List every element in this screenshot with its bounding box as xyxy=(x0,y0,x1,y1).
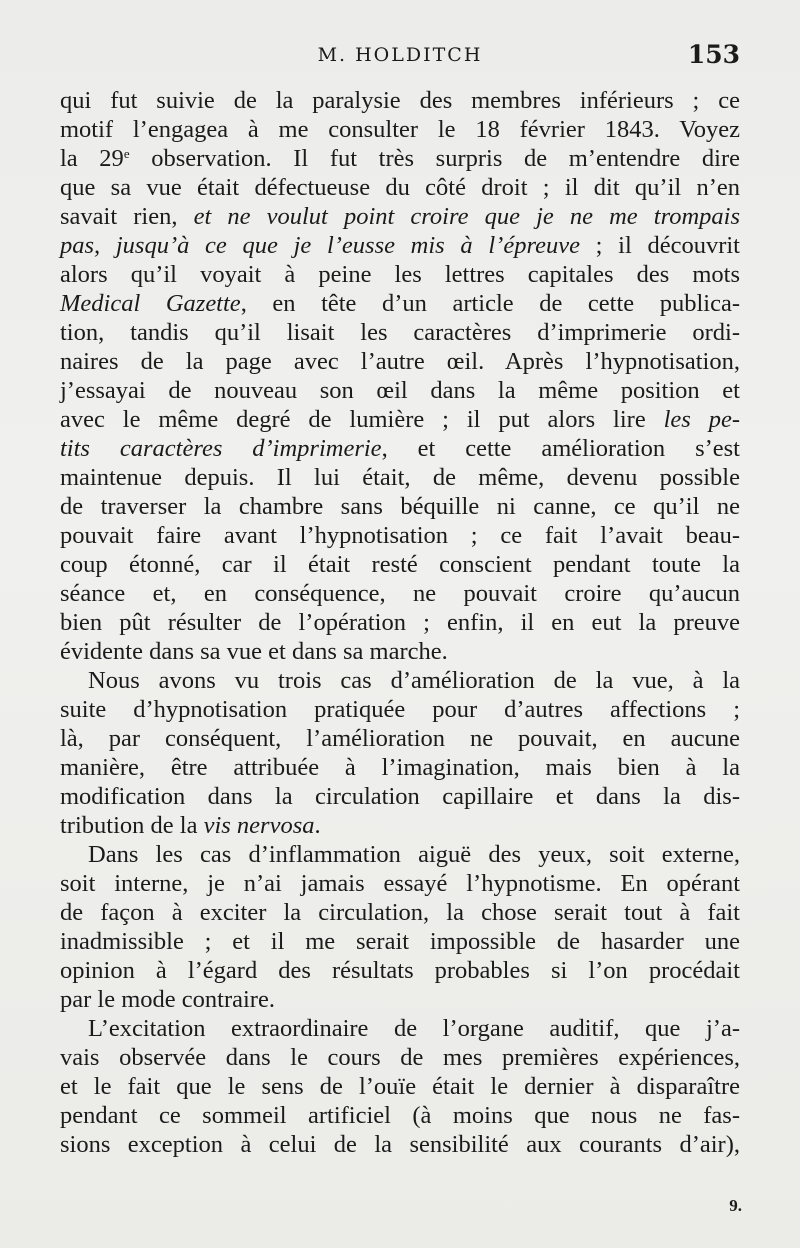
text-line xyxy=(60,115,740,144)
text-run: motif l’engagea à me consulter le 18 février 1843. Voyez xyxy=(60,116,740,143)
text-line xyxy=(60,695,740,724)
text-line xyxy=(60,260,740,289)
text-run: tribution de la xyxy=(60,812,204,839)
text-run: là, par conséquent, l’amélioration ne pouvait, en aucune xyxy=(60,725,740,752)
text-run: que sa vue était défectueuse du côté droit ; il dit qu’il n’en xyxy=(60,174,740,201)
text-line xyxy=(60,318,740,347)
text-run: coup étonné, car il était resté conscient pendant toute la xyxy=(60,551,740,578)
text-run: L’excitation extraordinaire de l’organe auditif, que j’a- xyxy=(88,1015,740,1042)
text-run: sions exception à celui de la sensibilité aux courants d’air), xyxy=(60,1131,740,1158)
text-run: par le mode contraire. xyxy=(60,986,275,1013)
text-line xyxy=(60,550,740,579)
text-run: inadmissible ; et il me serait impossible de hasarder une xyxy=(60,928,740,955)
italic-run: les pe- xyxy=(663,406,741,433)
text-run: soit interne, je n’ai jamais essayé l’hypnotisme. En opérant xyxy=(60,870,740,897)
text-run: manière, être attribuée à l’imagination, mais bien à la xyxy=(60,754,740,781)
text-line xyxy=(60,1130,740,1159)
text-line xyxy=(60,579,740,608)
italic-run: Medical Gazette xyxy=(60,290,241,317)
text-line xyxy=(60,985,740,1014)
text-line xyxy=(60,173,740,202)
body-text xyxy=(60,86,740,1159)
text-line xyxy=(60,1014,740,1043)
text-run: opinion à l’égard des résultats probables si l’on procédait xyxy=(60,957,740,984)
text-run: de traverser la chambre sans béquille ni canne, ce qu’il ne xyxy=(60,493,740,520)
text-run: tion, tandis qu’il lisait les caractères d’imprimerie ordi- xyxy=(60,319,740,346)
text-line xyxy=(60,724,740,753)
running-head xyxy=(60,40,740,76)
text-line xyxy=(60,1072,740,1101)
text-line xyxy=(60,927,740,956)
text-run: alors qu’il voyait à peine les lettres capitales des mots xyxy=(60,261,740,288)
text-run: Dans les cas d’inflammation aiguë des yeux, soit externe, xyxy=(88,841,740,868)
text-line xyxy=(60,811,740,840)
text-run: évidente dans sa vue et dans sa marche. xyxy=(60,638,448,665)
text-line xyxy=(60,782,740,811)
text-line xyxy=(60,869,740,898)
text-run: naires de la page avec l’autre œil. Après l’hypnotisation, xyxy=(60,348,740,375)
text-run: ; il découvrit xyxy=(579,232,740,259)
text-run: bien pût résulter de l’opération ; enfin, il en eut la preuve xyxy=(60,609,740,636)
text-run: la 29 xyxy=(60,145,124,172)
signature-mark: 9. xyxy=(729,1196,742,1215)
text-run: savait rien, xyxy=(60,203,194,230)
italic-run: tits caractères d’imprimerie xyxy=(60,435,382,462)
text-line xyxy=(60,898,740,927)
page-number: 153 xyxy=(687,40,740,69)
text-line xyxy=(60,347,740,376)
italic-run: et ne voulut point croire que je ne me trompais xyxy=(193,203,740,230)
text-run: modification dans la circulation capillaire et dans la dis- xyxy=(60,783,740,810)
text-line xyxy=(60,86,740,115)
text-run: avec le même degré de lumière ; il put alors lire xyxy=(60,406,664,433)
text-run: Nous avons vu trois cas d’amélioration de la vue, à la xyxy=(88,667,740,694)
italic-run: pas, jusqu’à ce que je l’eusse mis à l’épreuve xyxy=(60,232,580,259)
text-run: séance et, en conséquence, ne pouvait croire qu’aucun xyxy=(60,580,740,607)
text-run: qui fut suivie de la paralysie des membres inférieurs ; ce xyxy=(60,87,740,114)
text-line xyxy=(60,289,740,318)
italic-run: vis nervosa xyxy=(203,812,315,839)
text-line xyxy=(60,608,740,637)
text-run: de façon à exciter la circulation, la chose serait tout à fait xyxy=(60,899,740,926)
text-run: observation. Il fut très surpris de m’entendre dire xyxy=(129,145,740,172)
text-run: pendant ce sommeil artificiel (à moins que nous ne fas- xyxy=(60,1102,740,1129)
text-line xyxy=(60,1043,740,1072)
text-run: , et cette amélioration s’est xyxy=(381,435,740,462)
text-line xyxy=(60,956,740,985)
text-line xyxy=(60,840,740,869)
text-run: vais observée dans le cours de mes premières expériences, xyxy=(60,1044,740,1071)
text-run: et le fait que le sens de l’ouïe était le dernier à disparaître xyxy=(60,1073,740,1100)
text-line xyxy=(60,376,740,405)
text-line xyxy=(60,753,740,782)
text-line xyxy=(60,521,740,550)
text-line xyxy=(60,202,740,231)
text-line xyxy=(60,463,740,492)
text-run: . xyxy=(314,812,321,839)
text-line xyxy=(60,231,740,260)
text-run: j’essayai de nouveau son œil dans la même position et xyxy=(60,377,740,404)
text-line xyxy=(60,405,740,434)
text-line xyxy=(60,1101,740,1130)
text-line xyxy=(60,144,740,173)
superscript: e xyxy=(123,146,130,161)
text-run: , en tête d’un article de cette publica- xyxy=(240,290,740,317)
text-line xyxy=(60,637,740,666)
text-run: suite d’hypnotisation pratiquée pour d’autres affections ; xyxy=(60,696,740,723)
text-line xyxy=(60,666,740,695)
text-run: pouvait faire avant l’hypnotisation ; ce fait l’avait beau- xyxy=(60,522,740,549)
header-title: M. HOLDITCH xyxy=(317,44,483,66)
text-line xyxy=(60,492,740,521)
text-line xyxy=(60,434,740,463)
text-run: maintenue depuis. Il lui était, de même, devenu possible xyxy=(60,464,740,491)
